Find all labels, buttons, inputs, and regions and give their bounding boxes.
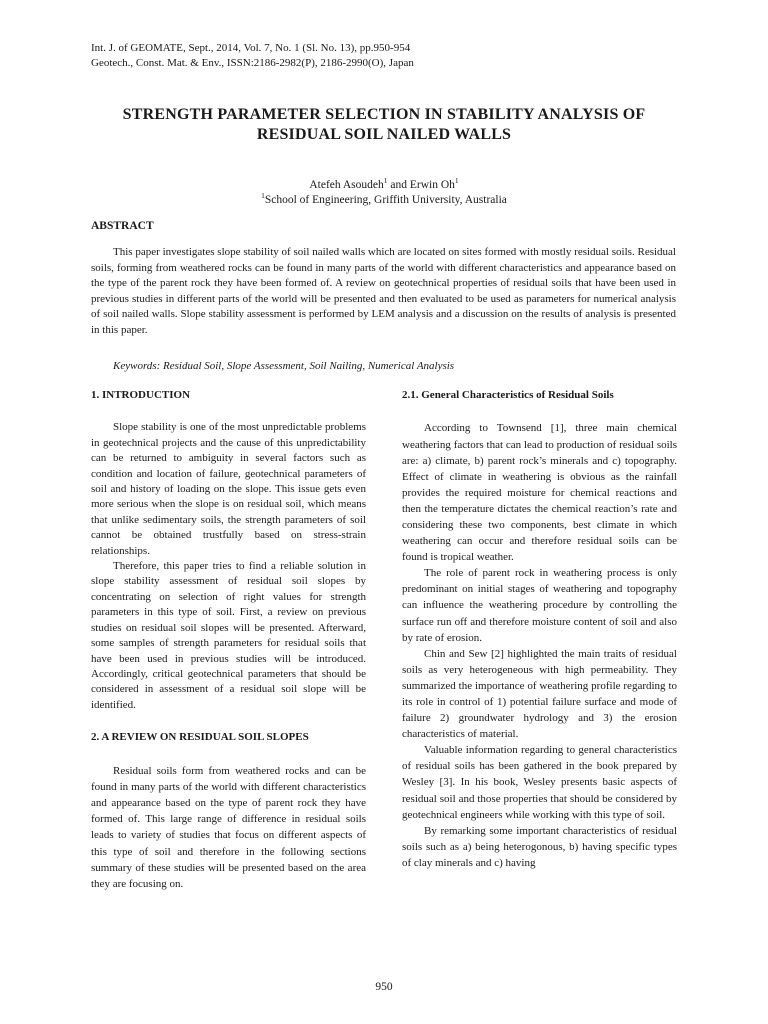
author-affiliation — [60, 193, 708, 208]
author-second: and Erwin Oh — [387, 179, 455, 191]
abstract-body: This paper investigates slope stability of soil nailed walls which are located on sites formed with mostly residual soils. Residual soils, forming from weathered rocks can be found in many parts of the world with different characteristics and appearance based on the type of the parent rock they have been formed of. A review on geotechnical properties of residual soils that have been used in previous studies in different parts of the world will be presented and then evaluated to be used as parameters for numerical analysis of soil nailed walls. Slope stability assessment is performed by LEM analysis and a discussion on the results of analysis is presented in this paper. — [91, 246, 676, 336]
intro-paragraph-2: Therefore, this paper tries to find a reliable solution in slope stability assessment of residual soil slopes by concentrating on selection of right values for strength parameters in this type of soil. First, a review on previous studies on residual soil slopes will be presented. Afterward, some samples of strength parameters for residual soils that have been used in previous studies will be introduced. Accordingly, critical geotechnical parameters that should be considered in assessment of a residual soil slope will be identified. — [91, 560, 366, 711]
general-paragraph-3: Chin and Sew [2] highlighted the main traits of residual soils as very heterogeneous with high permeability. They summarized the importance of weathering profile regarding to its role in control of 1) potential failure surface and mode of failure 2) groundwater hydrology and 3) the erosion characteristics of material. — [402, 647, 677, 741]
abstract-heading: ABSTRACT — [91, 220, 154, 232]
author-second-affiliation-mark: 1 — [454, 176, 459, 186]
author-first: Atefeh Asoudeh — [309, 179, 384, 191]
journal-issn: Geotech., Const. Mat. & Env., ISSN:2186-2982(P), 2186-2990(O), Japan — [91, 57, 414, 69]
right-column — [402, 388, 677, 871]
section-heading-introduction: 1. INTRODUCTION — [91, 389, 191, 401]
affiliation-text: School of Engineering, Griffith University, Australia — [264, 194, 507, 206]
journal-header — [91, 41, 414, 71]
title-line-1: STRENGTH PARAMETER SELECTION IN STABILITY ANALYSIS OF — [122, 106, 646, 123]
section-heading-general-characteristics: 2.1. General Characteristics of Residual Soils — [402, 389, 614, 401]
page-number: 950 — [375, 981, 393, 993]
affiliation-mark: 1 — [261, 191, 265, 201]
author-names — [60, 178, 708, 193]
general-paragraph-4: Valuable information regarding to general characteristics of residual soils has been gathered in the book prepared by Wesley [3]. In his book, Wesley presents basic aspects of residual soil and those properties that should be considered by geotechnical engineers while working with this type of soil. — [402, 744, 677, 821]
left-column — [91, 388, 366, 892]
intro-paragraph-1: Slope stability is one of the most unpredictable problems in geotechnical projects and the cause of this unpredictability can be returned to ambiguity in several factors such as condition and location of failure, geotechnical parameters of soil and history of loading on the slope. This issue gets even more serious when the slope is on residual soil, which means that unlike sedimentary soils, the strength parameters of soil cannot be obtained trustfully based on stress-strain relationships. — [91, 421, 366, 557]
review-paragraph-1: Residual soils form from weathered rocks and can be found in many parts of the world with different characteristics and appearance based on the type of parent rock they have formed of. This large range of difference in residual soils leads to variety of studies that focus on different aspects of this type of soil and therefore in the following sections summary of these studies will be presented based on the area they are focusing on. — [91, 764, 366, 890]
general-paragraph-5: By remarking some important characteristics of residual soils such as a) being heterogonous, b) having specific types of clay minerals and c) having — [402, 824, 677, 869]
section-heading-review: 2. A REVIEW ON RESIDUAL SOIL SLOPES — [91, 731, 309, 744]
general-paragraph-1: According to Townsend [1], three main chemical weathering factors that can lead to production of residual soils are: a) climate, b) parent rock’s minerals and c) topography. Effect of climate in weathering is obvious as the rainfall provides the required moisture for chemical reactions and then the temperature dictates the chemical reaction’s rate and considering these two components, best climate in which weathering can occur and therefore residual soils can be found is tropical weather. — [402, 422, 677, 564]
general-paragraph-2: The role of parent rock in weathering process is only predominant on initial stages of weathering and topography can influence the weathering procedure by controlling the surface run off and therefore moisture content of soil and also by rate of erosion. — [402, 567, 677, 644]
author-block — [60, 178, 708, 208]
journal-citation: Int. J. of GEOMATE, Sept., 2014, Vol. 7, No. 1 (Sl. No. 13), pp.950-954 — [91, 42, 411, 54]
paper-title — [60, 105, 708, 145]
author-first-affiliation-mark: 1 — [383, 176, 388, 186]
title-line-2: RESIDUAL SOIL NAILED WALLS — [256, 126, 512, 143]
keywords: Keywords: Residual Soil, Slope Assessment, Soil Nailing, Numerical Analysis — [113, 360, 455, 372]
